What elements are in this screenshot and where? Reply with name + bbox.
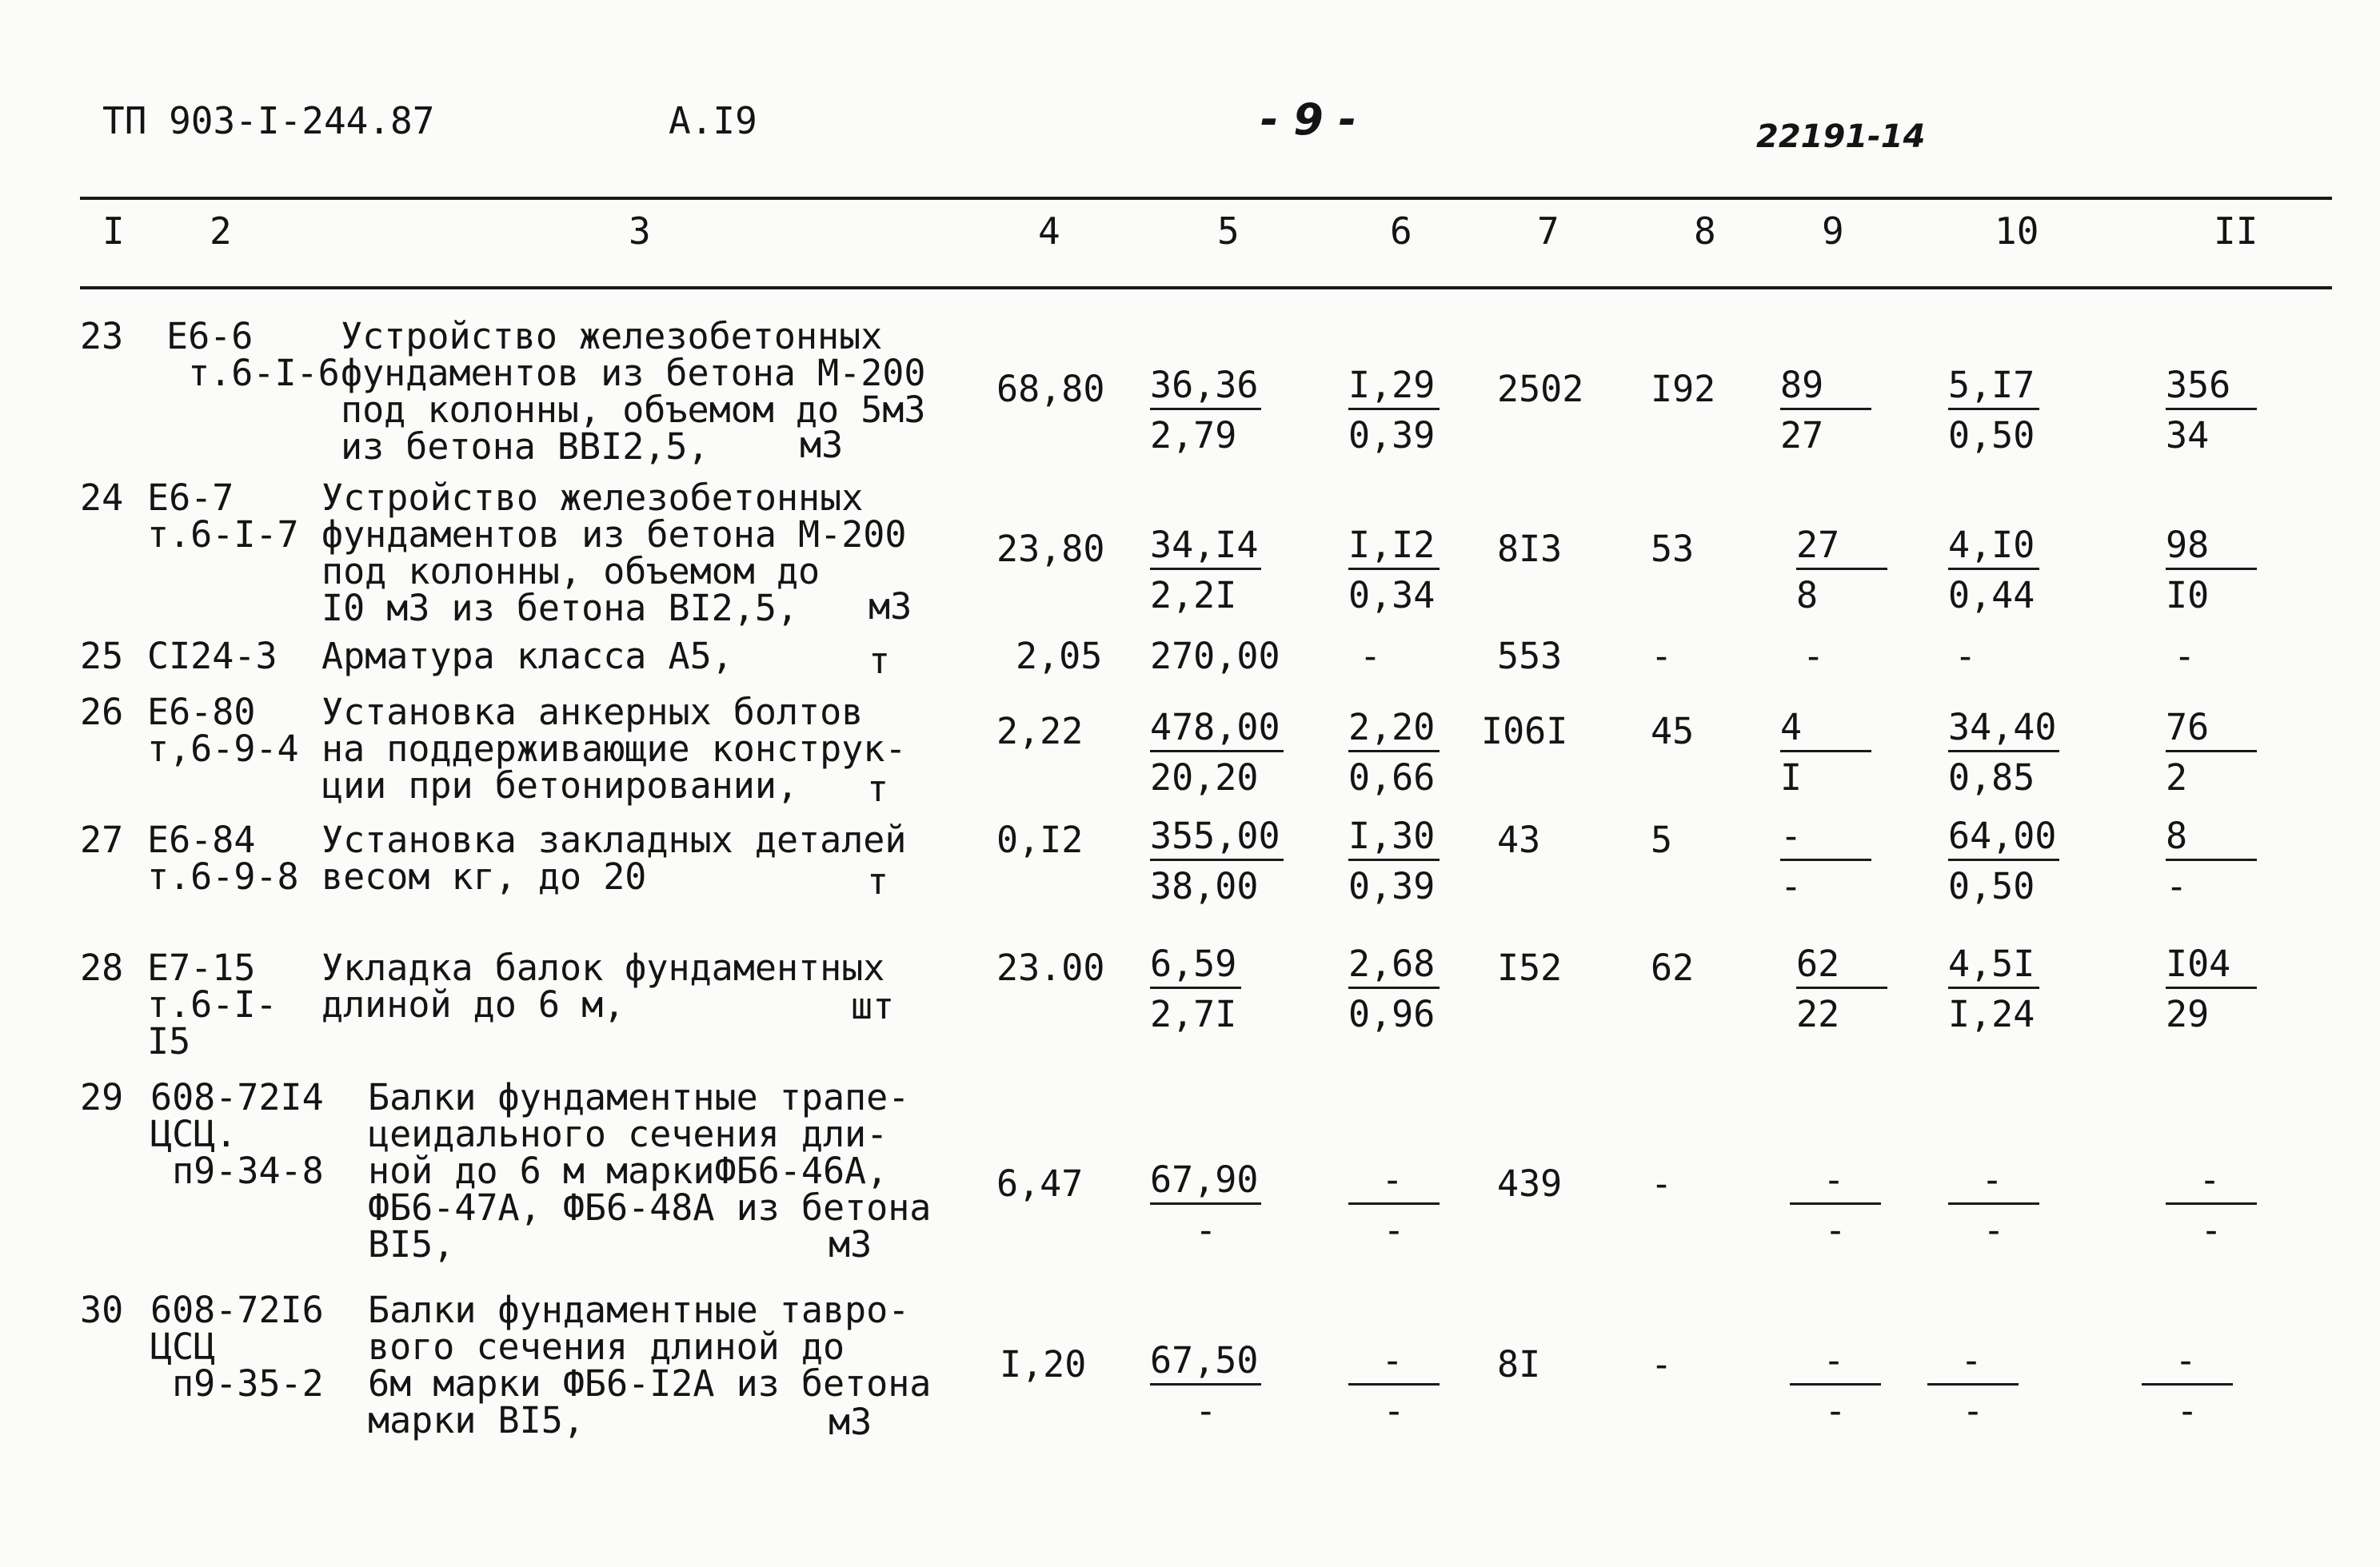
norm-code: СI24-3 — [147, 635, 278, 677]
unit-cost-wages: 2,7I — [1150, 993, 1237, 1035]
row-number: 23 — [80, 315, 124, 357]
unit-of-measure: т — [869, 640, 891, 682]
total-machine-wages: - — [1824, 1390, 1847, 1432]
column-number: 8 — [1694, 209, 1716, 253]
total-wages: 5 — [1651, 819, 1673, 861]
row-number: 28 — [80, 947, 124, 989]
norm-code: Е6-6 т.6-I-6 — [166, 315, 340, 394]
unit-cost-wages: 38,00 — [1150, 865, 1259, 907]
labor-unit: - — [1948, 1162, 2039, 1205]
labor-unit-fraction — [1948, 815, 2059, 907]
row-number: 29 — [80, 1076, 124, 1118]
total-machine-wages: I — [1780, 756, 1803, 799]
labor-unit: 64,00 — [1948, 819, 2059, 861]
labor-total-machinists: 2 — [2166, 756, 2188, 799]
labor-unit-fraction — [1948, 1158, 2039, 1251]
labor-total-fraction — [2166, 524, 2257, 616]
unit-cost-total: 478,00 — [1150, 710, 1284, 752]
total-cost: 2502 — [1497, 368, 1584, 410]
column-number: 9 — [1822, 209, 1844, 253]
machine-cost: I,30 — [1348, 819, 1440, 861]
machine-cost-fraction — [1348, 364, 1440, 457]
machine-cost: - — [1348, 1343, 1440, 1386]
unit-cost-total: 67,50 — [1150, 1343, 1261, 1386]
total-machine: 4 — [1780, 710, 1871, 752]
unit-of-measure: мЗ — [829, 1401, 873, 1443]
labor-unit: - — [1955, 635, 1977, 677]
machine-wages: 0,39 — [1348, 865, 1436, 907]
row-number: 30 — [80, 1289, 124, 1331]
unit-of-measure: мЗ — [869, 585, 912, 628]
quantity: 68,80 — [996, 368, 1105, 410]
column-number: 5 — [1217, 209, 1240, 253]
column-number: I — [102, 209, 125, 253]
unit-cost-total: 6,59 — [1150, 947, 1241, 989]
quantity: 0,I2 — [996, 819, 1084, 861]
unit-cost-total: 36,36 — [1150, 368, 1261, 410]
unit-of-measure: мЗ — [829, 1223, 873, 1266]
labor-unit-fraction — [1948, 706, 2059, 799]
work-description: Арматура класса А5, — [321, 635, 733, 677]
labor-unit-fraction — [1948, 524, 2039, 616]
total-machine: 27 — [1796, 528, 1887, 570]
machine-cost: I,29 — [1348, 368, 1440, 410]
labor-total-fraction — [2166, 1158, 2257, 1251]
total-machine: - — [1780, 819, 1871, 861]
labor-total-machinists: - — [2200, 1209, 2222, 1251]
labor-unit: - — [1927, 1343, 2019, 1386]
unit-cost-fraction — [1150, 364, 1261, 457]
machine-cost: - — [1360, 635, 1382, 677]
total-cost: 439 — [1497, 1162, 1563, 1205]
row-number: 24 — [80, 476, 124, 519]
unit-of-measure: мЗ — [800, 424, 844, 466]
total-wages: I92 — [1651, 368, 1716, 410]
labor-total: - — [2174, 635, 2196, 677]
work-description: Устройство железобетонных фундаментов из бетона М-200 под колонны, объемом до I0 мЗ из бетона ВI2,5, — [321, 476, 907, 629]
total-wages: 62 — [1651, 947, 1695, 989]
quantity: 6,47 — [996, 1162, 1084, 1205]
labor-total: 76 — [2166, 710, 2257, 752]
labor-unit: 5,I7 — [1948, 368, 2039, 410]
quantity: 23.00 — [996, 947, 1105, 989]
column-number: 6 — [1390, 209, 1412, 253]
machine-cost: - — [1348, 1162, 1440, 1205]
labor-total-machinists: 29 — [2166, 993, 2210, 1035]
labor-unit-machinists: I,24 — [1948, 993, 2035, 1035]
total-wages: - — [1651, 1343, 1673, 1386]
machine-cost-fraction — [1348, 1339, 1440, 1432]
unit-of-measure: шт — [851, 985, 895, 1027]
total-cost: 8I — [1497, 1343, 1541, 1386]
unit-cost-wages: 2,79 — [1150, 414, 1237, 457]
column-number: II — [2214, 209, 2258, 253]
machine-cost: 2,68 — [1348, 947, 1440, 989]
machine-wages: - — [1383, 1390, 1405, 1432]
row-number: 26 — [80, 691, 124, 733]
total-machine-fraction — [1780, 364, 1871, 457]
quantity: 2,05 — [1016, 635, 1103, 677]
total-machine: 89 — [1780, 368, 1871, 410]
total-machine: 62 — [1796, 947, 1887, 989]
total-machine-fraction — [1780, 706, 1871, 799]
norm-code: 608-72I4 ЦСЦ. п9-34-8 — [150, 1076, 324, 1192]
total-cost: 553 — [1497, 635, 1563, 677]
labor-unit-machinists: - — [1983, 1209, 2005, 1251]
total-wages: - — [1651, 635, 1673, 677]
column-number: 4 — [1038, 209, 1060, 253]
inventory-number: 22191-14 — [1756, 118, 1926, 155]
unit-cost-fraction — [1150, 706, 1284, 799]
unit-cost-fraction — [1150, 815, 1284, 907]
work-description: Устройство железобетонных фундаментов из бетона М-200 под колонны, объемом до 5мЗ из бетона ВВI2,5, — [341, 315, 926, 468]
unit-cost-fraction — [1150, 943, 1241, 1035]
total-machine-fraction — [1796, 943, 1887, 1035]
unit-cost-total: 355,00 — [1150, 819, 1284, 861]
total-cost: I52 — [1497, 947, 1563, 989]
column-number: 10 — [1995, 209, 2039, 253]
unit-cost-wages: - — [1195, 1209, 1217, 1251]
album-number: А.I9 — [669, 99, 757, 142]
machine-wages: 0,66 — [1348, 756, 1436, 799]
norm-code: 608-72I6 ЦСЦ п9-35-2 — [150, 1289, 324, 1405]
labor-total: 356 — [2166, 368, 2257, 410]
machine-cost: I,I2 — [1348, 528, 1440, 570]
norm-code: Е6-80 т,6-9-4 — [147, 691, 299, 770]
total-machine: - — [1790, 1343, 1881, 1386]
unit-cost-total: 34,I4 — [1150, 528, 1261, 570]
labor-unit-machinists: 0,44 — [1948, 574, 2035, 616]
quantity: 23,80 — [996, 528, 1105, 570]
machine-cost: 2,20 — [1348, 710, 1440, 752]
unit-cost-wages: - — [1195, 1390, 1217, 1432]
document-code: ТП 903-I-244.87 — [102, 99, 435, 142]
total-machine-wages: 22 — [1796, 993, 1840, 1035]
page-number: - 9 - — [1260, 94, 1356, 145]
total-machine-wages: - — [1780, 865, 1803, 907]
unit-cost-total: 67,90 — [1150, 1162, 1261, 1205]
work-description: Балки фундаментные трапе- цеидального сечения дли- ной до 6 м маркиФБ6-46А, ФБ6-47А, ФБ6-48А из бетона ВI5, — [368, 1076, 932, 1266]
total-machine-fraction — [1790, 1158, 1881, 1251]
labor-total-machinists: 34 — [2166, 414, 2210, 457]
total-machine: - — [1790, 1162, 1881, 1205]
machine-wages: 0,96 — [1348, 993, 1436, 1035]
labor-total: 8 — [2166, 819, 2257, 861]
table-header-rule — [80, 286, 2332, 289]
machine-wages: 0,34 — [1348, 574, 1436, 616]
labor-unit-fraction — [1927, 1339, 2019, 1432]
labor-total-machinists: - — [2176, 1390, 2198, 1432]
labor-total-fraction — [2166, 943, 2257, 1035]
labor-total-fraction — [2166, 815, 2257, 907]
quantity: I,20 — [1000, 1343, 1087, 1386]
machine-cost-fraction — [1348, 943, 1440, 1035]
labor-total-fraction — [2166, 364, 2257, 457]
machine-cost-fraction — [1348, 1158, 1440, 1251]
total-machine-fraction — [1790, 1339, 1881, 1432]
labor-total: I04 — [2166, 947, 2257, 989]
machine-wages: - — [1383, 1209, 1405, 1251]
work-description: Установка закладных деталей весом кг, до 20 — [321, 819, 907, 898]
total-machine-wages: 8 — [1796, 574, 1819, 616]
unit-cost-wages: 20,20 — [1150, 756, 1259, 799]
work-description: Балки фундаментные тавро- вого сечения длиной до 6м марки ФБ6-I2А из бетона марки ВI5, — [368, 1289, 932, 1441]
norm-code: Е6-7 т.6-I-7 — [147, 476, 299, 556]
total-cost: I06I — [1481, 710, 1568, 752]
labor-unit-machinists: - — [1962, 1390, 1984, 1432]
machine-wages: 0,39 — [1348, 414, 1436, 457]
labor-total: 98 — [2166, 528, 2257, 570]
labor-total-fraction — [2166, 706, 2257, 799]
table-top-rule — [80, 197, 2332, 200]
unit-of-measure: т — [867, 768, 889, 810]
row-number: 25 — [80, 635, 124, 677]
column-number: 2 — [210, 209, 232, 253]
row-number: 27 — [80, 819, 124, 861]
total-machine-fraction — [1780, 815, 1871, 907]
labor-total: - — [2142, 1343, 2233, 1386]
machine-cost-fraction — [1348, 815, 1440, 907]
labor-unit: 34,40 — [1948, 710, 2059, 752]
norm-code: Е7-15 т.6-I- I5 — [147, 947, 278, 1063]
unit-cost: 270,00 — [1150, 635, 1280, 677]
total-cost: 8I3 — [1497, 528, 1563, 570]
machine-cost-fraction — [1348, 706, 1440, 799]
total-cost: 43 — [1497, 819, 1541, 861]
total-wages: 53 — [1651, 528, 1695, 570]
labor-total-machinists: - — [2166, 865, 2188, 907]
total-wages: - — [1651, 1162, 1673, 1205]
work-description: Укладка балок фундаментных длиной до 6 м, — [321, 947, 885, 1026]
labor-unit-fraction — [1948, 364, 2039, 457]
labor-unit: 4,5I — [1948, 947, 2039, 989]
labor-unit-machinists: 0,50 — [1948, 865, 2035, 907]
total-machine-fraction — [1796, 524, 1887, 616]
labor-total-machinists: I0 — [2166, 574, 2210, 616]
labor-unit-machinists: 0,50 — [1948, 414, 2035, 457]
total-machine-wages: - — [1824, 1209, 1847, 1251]
machine-cost-fraction — [1348, 524, 1440, 616]
total-machine: - — [1803, 635, 1825, 677]
total-machine-wages: 27 — [1780, 414, 1824, 457]
column-number: 3 — [629, 209, 651, 253]
norm-code: Е6-84 т.6-9-8 — [147, 819, 299, 898]
column-number: 7 — [1537, 209, 1559, 253]
unit-cost-wages: 2,2I — [1150, 574, 1237, 616]
unit-of-measure: т — [867, 860, 889, 903]
unit-cost-fraction — [1150, 1339, 1261, 1432]
work-description: Установка анкерных болтов на поддерживающие конструк- ции при бетонировании, — [321, 691, 907, 807]
labor-unit: 4,I0 — [1948, 528, 2039, 570]
labor-unit-fraction — [1948, 943, 2039, 1035]
quantity: 2,22 — [996, 710, 1084, 752]
total-wages: 45 — [1651, 710, 1695, 752]
labor-total-fraction — [2142, 1339, 2233, 1432]
labor-unit-machinists: 0,85 — [1948, 756, 2035, 799]
unit-cost-fraction — [1150, 524, 1261, 616]
unit-cost-fraction — [1150, 1158, 1261, 1251]
labor-total: - — [2166, 1162, 2257, 1205]
